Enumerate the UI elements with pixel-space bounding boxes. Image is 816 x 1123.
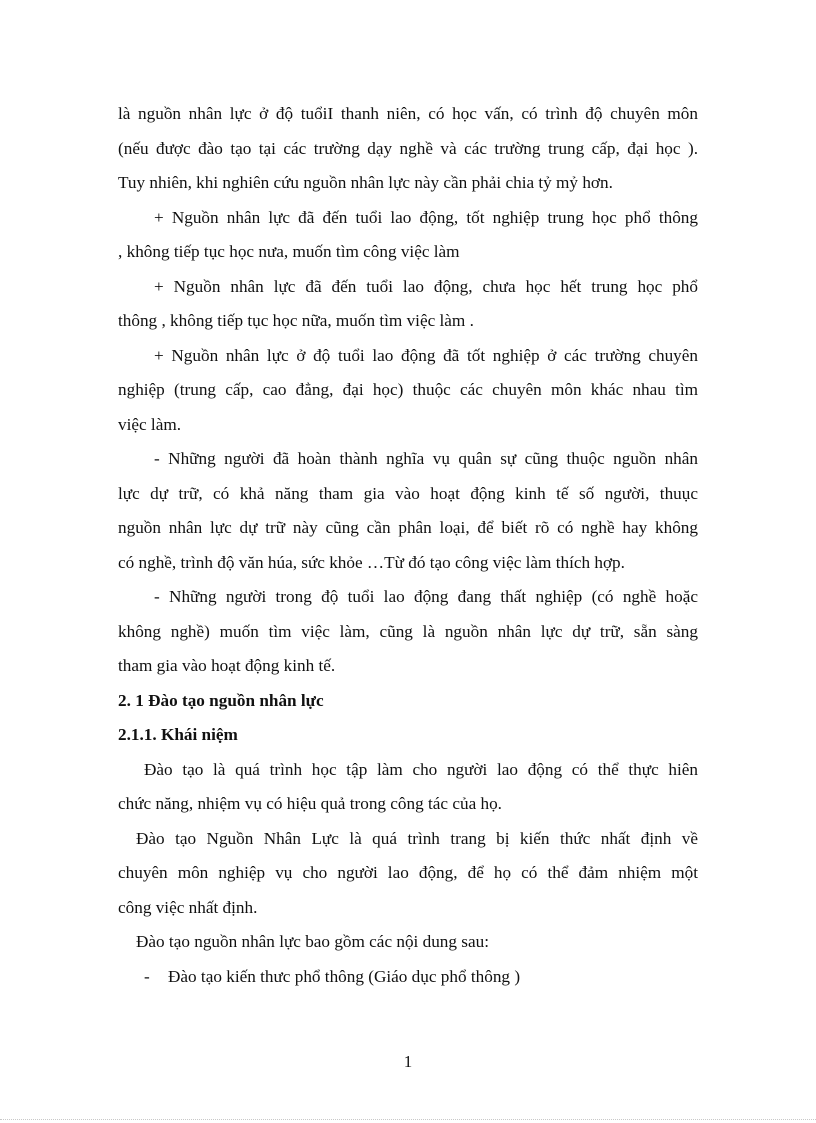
- text-line: việc làm.: [118, 414, 181, 434]
- text-line: chuyên môn nghiệp vụ cho người lao động, để họ có thể đảm nhiệm một: [118, 863, 698, 882]
- text-line: + Nguồn nhân lực đã đến tuổi lao động, chưa học hết trung học phổ: [154, 276, 698, 296]
- section-heading: 2. 1 Đào tạo nguồn nhân lực: [118, 690, 324, 710]
- text-line: công việc nhất định.: [118, 897, 258, 917]
- page-content: [118, 97, 698, 994]
- bullet-text: Đào tạo kiến thưc phổ thông (Giáo dục phổ thông ): [168, 966, 521, 986]
- text-line: - Những người trong độ tuổi lao động đang thất nghiệp (có nghề hoặc: [154, 587, 698, 606]
- subsection-heading: 2.1.1. Khái niệm: [118, 725, 238, 744]
- page-number: 1: [403, 1052, 413, 1071]
- text-line: (nếu được đào tạo tại các trường dạy nghề và các trường trung cấp, đại học ).: [118, 138, 698, 158]
- text-line: Đào tạo Nguồn Nhân Lực là quá trình trang bị kiến thức nhất định về: [136, 828, 698, 848]
- text-line: Đào tạo là quá trình học tập làm cho người lao động có thể thực hiên: [144, 759, 698, 779]
- text-line: là nguồn nhân lực ở độ tuổiI thanh niên, có học vấn, có trình độ chuyên môn: [118, 104, 698, 123]
- text-line: , không tiếp tục học nưa, muốn tìm công việc làm: [118, 242, 460, 261]
- text-line: tham gia vào hoạt động kinh tế.: [118, 656, 336, 675]
- bullet-mark: -: [144, 966, 150, 986]
- text-line: thông , không tiếp tục học nữa, muốn tìm việc làm .: [118, 311, 474, 330]
- text-line: nguồn nhân lực dự trữ này cũng cần phân loại, để biết rõ có nghề hay không: [118, 518, 698, 537]
- page-bottom-divider: [0, 1119, 816, 1120]
- text-line: lực dự trữ, có khả năng tham gia vào hoạt động kinh tế số người, thuục: [118, 483, 698, 503]
- text-line: Đào tạo nguồn nhân lực bao gồm các nội dung sau:: [136, 932, 489, 951]
- text-line: Tuy nhiên, khi nghiên cứu nguồn nhân lực này cần phải chia tỷ mỷ hơn.: [118, 173, 613, 192]
- text-line: có nghề, trình độ văn húa, sức khỏe …Từ đó tạo công việc làm thích hợp.: [118, 552, 625, 572]
- text-line: - Những người đã hoàn thành nghĩa vụ quân sự cũng thuộc nguồn nhân: [154, 449, 698, 468]
- text-line: chức năng, nhiệm vụ có hiệu quả trong công tác của họ.: [118, 794, 502, 813]
- text-line: + Nguồn nhân lực ở độ tuổi lao động đã tốt nghiệp ở các trường chuyên: [154, 345, 698, 365]
- bullet-item: [118, 960, 698, 995]
- text-line: nghiệp (trung cấp, cao đẳng, đại học) thuộc các chuyên môn khác nhau tìm: [118, 380, 698, 399]
- text-line: + Nguồn nhân lực đã đến tuổi lao động, tốt nghiệp trung học phổ thông: [154, 207, 698, 227]
- text-line: không nghề) muốn tìm việc làm, cũng là nguồn nhân lực dự trữ, sẵn sàng: [118, 621, 698, 641]
